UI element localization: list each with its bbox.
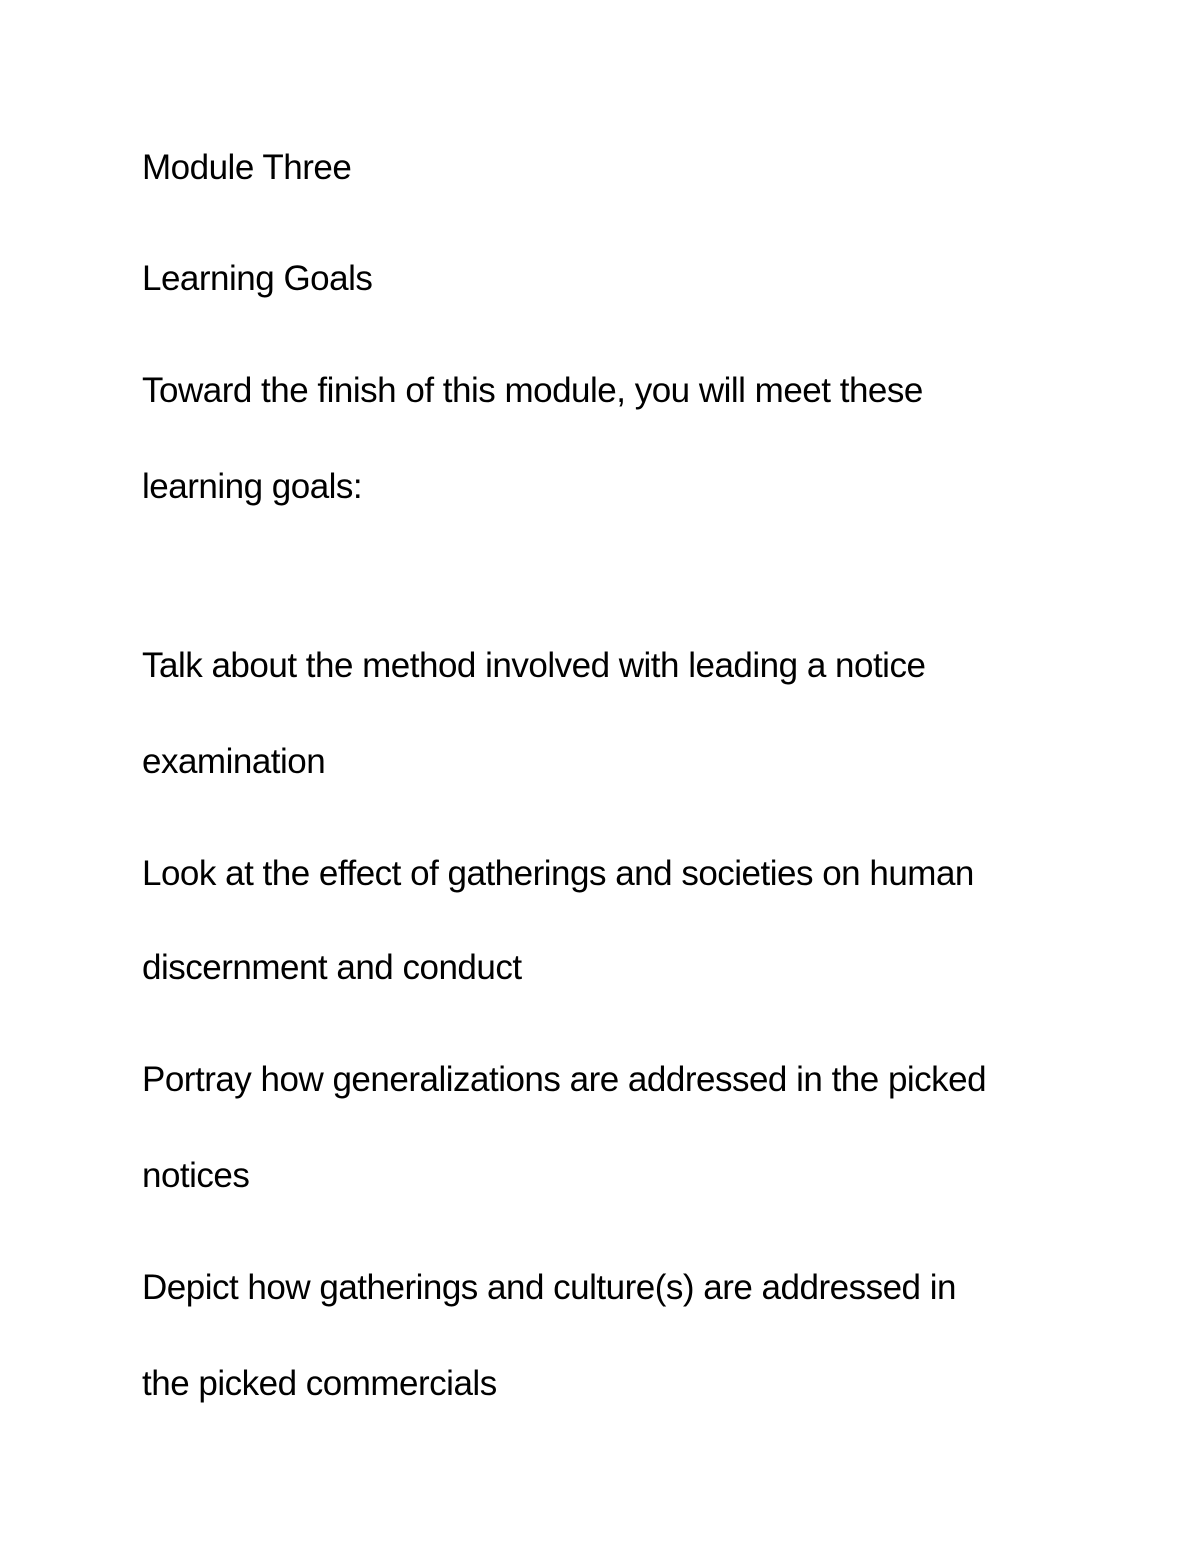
intro-text-line: learning goals:	[142, 467, 363, 506]
goal-item-line: Portray how generalizations are addressed in the picked	[142, 1060, 987, 1099]
goal-item-line: Talk about the method involved with leading a notice	[142, 646, 926, 685]
goal-item-line: Look at the effect of gatherings and societies on human	[142, 854, 974, 893]
goal-item-line: the picked commercials	[142, 1364, 497, 1403]
goal-item-line: notices	[142, 1156, 250, 1195]
intro-text-line: Toward the finish of this module, you will meet these	[142, 371, 923, 410]
goal-item-line: Depict how gatherings and culture(s) are addressed in	[142, 1268, 956, 1307]
module-title: Module Three	[142, 148, 352, 187]
section-heading: Learning Goals	[142, 259, 373, 298]
goal-item-line: discernment and conduct	[142, 948, 522, 987]
goal-item-line: examination	[142, 742, 326, 781]
